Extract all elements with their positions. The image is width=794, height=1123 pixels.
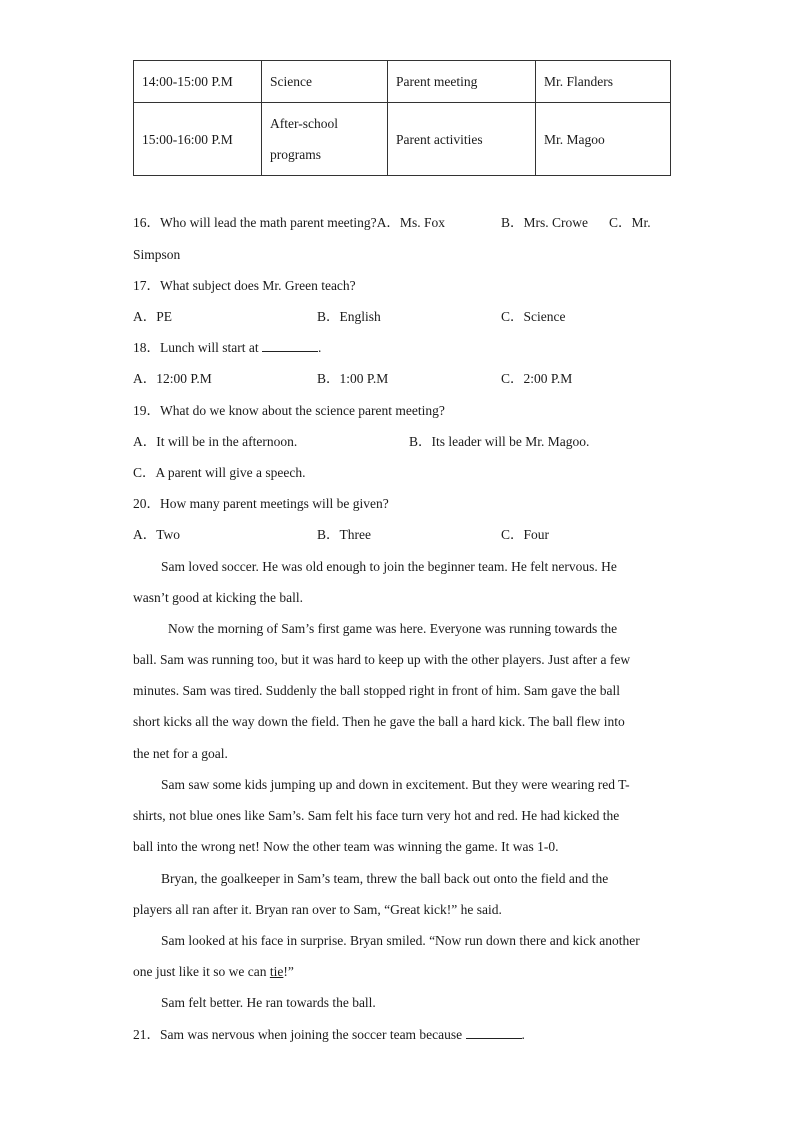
passage-line: minutes. Sam was tired. Suddenly the ball stopped right in front of him. Sam gave the ball xyxy=(133,683,621,698)
passage-line xyxy=(133,962,294,982)
question-17-stem: 17．What subject does Mr. Green teach? xyxy=(133,278,356,293)
schedule-table xyxy=(133,60,671,176)
q19-option-a: A．It will be in the afternoon. xyxy=(133,434,298,449)
table-row xyxy=(134,61,671,103)
time-cell: 15:00-16:00 P.M xyxy=(134,103,262,176)
passage-line: wasn’t good at kicking the ball. xyxy=(133,590,303,605)
passage-line: ball. Sam was running too, but it was hard to keep up with the other players. Just after a few xyxy=(133,652,631,667)
table-row xyxy=(134,103,671,176)
q16-option-c-cont: Simpson xyxy=(133,247,181,262)
passage-line: Sam felt better. He ran towards the ball. xyxy=(161,995,376,1010)
q18-option-a: A．12:00 P.M xyxy=(133,371,212,386)
leader-cell: Mr. Magoo xyxy=(536,103,671,176)
q16-option-c: C．Mr. xyxy=(609,215,651,230)
q16-option-b: B．Mrs. Crowe xyxy=(501,215,588,230)
q18-option-b: B．1:00 P.M xyxy=(317,371,389,386)
subject-cell: Science xyxy=(262,61,388,103)
q16-stem-text: 16．Who will lead the math parent meeting? xyxy=(133,215,377,230)
q17-option-c: C．Science xyxy=(501,309,566,324)
passage-line: shirts, not blue ones like Sam’s. Sam felt his face turn very hot and red. He had kicked the xyxy=(133,808,620,823)
passage-line: ball into the wrong net! Now the other team was winning the game. It was 1-0. xyxy=(133,839,559,854)
passage-line: short kicks all the way down the field. Then he gave the ball a hard kick. The ball flew into xyxy=(133,714,625,729)
underlined-word: tie xyxy=(269,964,284,979)
passage-text: one just like it so we can xyxy=(133,964,270,979)
subject-line-1: After-school xyxy=(270,116,338,131)
passage-line: players all ran after it. Bryan ran over to Sam, “Great kick!” he said. xyxy=(133,902,502,917)
question-16-stem xyxy=(133,213,445,233)
q18-stem-end: . xyxy=(317,340,322,355)
question-19-stem: 19．What do we know about the science parent meeting? xyxy=(133,403,445,418)
answer-blank xyxy=(466,1026,522,1039)
question-18-stem xyxy=(133,338,321,358)
q21-stem-text: 21．Sam was nervous when joining the soccer team because xyxy=(133,1027,463,1042)
q20-option-c: C．Four xyxy=(501,527,550,542)
passage-line: Sam saw some kids jumping up and down in excitement. But they were wearing red T- xyxy=(161,777,630,792)
question-20-stem: 20．How many parent meetings will be given? xyxy=(133,496,389,511)
q18-option-c: C．2:00 P.M xyxy=(501,371,573,386)
event-cell: Parent activities xyxy=(388,103,536,176)
q20-option-b: B．Three xyxy=(317,527,371,542)
passage-line: Bryan, the goalkeeper in Sam’s team, threw the ball back out onto the field and the xyxy=(161,871,609,886)
leader-cell: Mr. Flanders xyxy=(536,61,671,103)
q20-option-a: A．Two xyxy=(133,527,181,542)
subject-line-2: programs xyxy=(270,147,321,162)
q17-option-b: B．English xyxy=(317,309,381,324)
passage-text: !” xyxy=(283,964,294,979)
passage-line: Now the morning of Sam’s first game was here. Everyone was running towards the xyxy=(168,621,618,636)
passage-line: Sam loved soccer. He was old enough to join the beginner team. He felt nervous. He xyxy=(161,559,617,574)
passage-line: Sam looked at his face in surprise. Bryan smiled. “Now run down there and kick another xyxy=(161,933,640,948)
q21-stem-end: . xyxy=(521,1027,525,1042)
answer-blank xyxy=(262,339,318,352)
q18-stem-text: 18．Lunch will start at xyxy=(133,340,259,355)
question-21-stem xyxy=(133,1025,525,1045)
event-cell: Parent meeting xyxy=(388,61,536,103)
q19-option-c: C．A parent will give a speech. xyxy=(133,465,306,480)
q17-option-a: A．PE xyxy=(133,309,173,324)
q19-option-b: B．Its leader will be Mr. Magoo. xyxy=(409,434,590,449)
time-cell: 14:00-15:00 P.M xyxy=(134,61,262,103)
q16-option-a: A．Ms. Fox xyxy=(376,215,445,230)
subject-cell xyxy=(262,103,388,176)
passage-line: the net for a goal. xyxy=(133,746,228,761)
